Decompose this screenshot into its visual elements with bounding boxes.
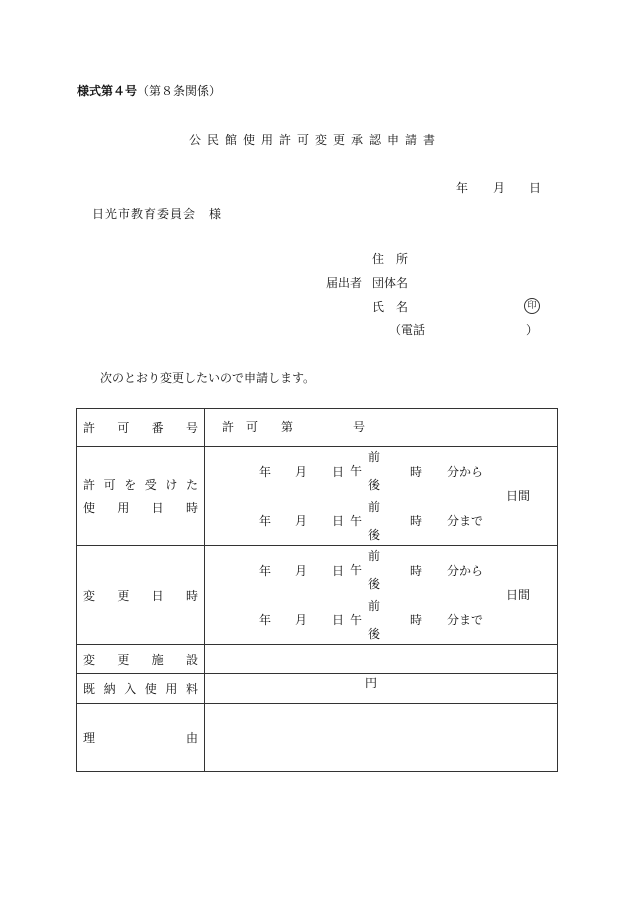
end-pm: 後 bbox=[368, 528, 381, 542]
application-table bbox=[76, 408, 558, 772]
change-end-noon: 午 bbox=[350, 613, 363, 627]
form-number-label bbox=[77, 85, 221, 97]
start-am: 前 bbox=[368, 450, 381, 464]
change-end-pm: 後 bbox=[368, 627, 381, 641]
change-time-value-cell[interactable] bbox=[205, 546, 558, 645]
change-time-label: 変 更 日 時 bbox=[83, 588, 198, 603]
change-end-day: 日 bbox=[332, 613, 345, 627]
duration-days: 日間 bbox=[506, 489, 531, 503]
change-start-day: 日 bbox=[332, 564, 345, 578]
form-number: 様式第４号 bbox=[77, 84, 138, 98]
table-row-paid-fee bbox=[77, 674, 558, 704]
permit-dai: 第 bbox=[281, 420, 294, 434]
permit-number-label-cell bbox=[77, 409, 205, 447]
start-hour: 時 bbox=[410, 465, 423, 479]
table-row-change-facility bbox=[77, 645, 558, 674]
permitted-time-label-line1: 許 可 を 受 け た bbox=[83, 478, 198, 492]
permitted-time-label-line2: 使 用 日 時 bbox=[83, 501, 198, 515]
change-start-am: 前 bbox=[368, 549, 381, 563]
change-facility-value-cell[interactable] bbox=[205, 645, 558, 674]
change-end-minute-until: 分まで bbox=[447, 613, 484, 627]
table-row-change-time bbox=[77, 546, 558, 645]
change-time-label-cell bbox=[77, 546, 205, 645]
paid-fee-unit: 円 bbox=[365, 676, 378, 690]
date-month: 月 bbox=[493, 181, 506, 195]
change-facility-label: 変 更 施 設 bbox=[83, 652, 198, 667]
date-day: 日 bbox=[529, 181, 542, 195]
permit-prefix: 許 可 bbox=[222, 420, 259, 434]
page-title: 公民館使用許可変更承認申請書 bbox=[188, 133, 441, 147]
permitted-time-label-cell bbox=[77, 447, 205, 546]
group-name-label: 団体名 bbox=[372, 276, 409, 290]
change-end-year: 年 bbox=[259, 613, 272, 627]
change-start-noon: 午 bbox=[350, 563, 363, 577]
permit-number-value-cell[interactable] bbox=[205, 409, 558, 447]
change-duration-days: 日間 bbox=[506, 588, 531, 602]
change-end-am: 前 bbox=[368, 599, 381, 613]
intro-text: 次のとおり変更したいので申請します。 bbox=[100, 371, 316, 385]
change-facility-label-cell bbox=[77, 645, 205, 674]
change-start-month: 月 bbox=[295, 564, 308, 578]
start-month: 月 bbox=[295, 465, 308, 479]
start-day: 日 bbox=[332, 465, 345, 479]
form-relation: （第８条関係） bbox=[137, 84, 222, 98]
permit-go: 号 bbox=[353, 420, 366, 434]
reason-value-cell[interactable] bbox=[205, 704, 558, 772]
seal-icon: 印 bbox=[524, 298, 540, 314]
end-month: 月 bbox=[295, 514, 308, 528]
date-year: 年 bbox=[456, 181, 469, 195]
phone-close: ） bbox=[526, 323, 539, 337]
change-start-pm: 後 bbox=[368, 577, 381, 591]
end-year: 年 bbox=[259, 514, 272, 528]
end-hour: 時 bbox=[410, 514, 423, 528]
end-noon: 午 bbox=[350, 514, 363, 528]
applicant-label: 届出者 bbox=[326, 276, 363, 290]
address-label: 住 所 bbox=[372, 252, 409, 266]
change-end-hour: 時 bbox=[410, 613, 423, 627]
paid-fee-label: 既 納 入 使 用 料 bbox=[83, 682, 198, 696]
name-label: 氏 名 bbox=[372, 300, 409, 314]
paid-fee-value-cell[interactable] bbox=[205, 674, 558, 704]
start-year: 年 bbox=[259, 465, 272, 479]
change-start-hour: 時 bbox=[410, 564, 423, 578]
change-end-month: 月 bbox=[295, 613, 308, 627]
change-start-year: 年 bbox=[259, 564, 272, 578]
phone-open: （電話 bbox=[389, 323, 426, 337]
reason-label: 理 由 bbox=[83, 731, 198, 745]
paid-fee-label-cell bbox=[77, 674, 205, 704]
end-minute-until: 分まで bbox=[447, 514, 484, 528]
reason-label-cell bbox=[77, 704, 205, 772]
start-pm: 後 bbox=[368, 478, 381, 492]
end-day: 日 bbox=[332, 514, 345, 528]
table-row-permitted-time bbox=[77, 447, 558, 546]
table-row-permit-number bbox=[77, 409, 558, 447]
permit-number-label: 許 可 番 号 bbox=[83, 421, 198, 435]
permitted-time-value-cell[interactable] bbox=[205, 447, 558, 546]
start-minute-from: 分から bbox=[447, 465, 484, 479]
table-row-reason bbox=[77, 704, 558, 772]
end-am: 前 bbox=[368, 500, 381, 514]
addressee: 日光市教育委員会 様 bbox=[92, 207, 223, 221]
start-noon: 午 bbox=[350, 464, 363, 478]
change-start-minute-from: 分から bbox=[447, 564, 484, 578]
